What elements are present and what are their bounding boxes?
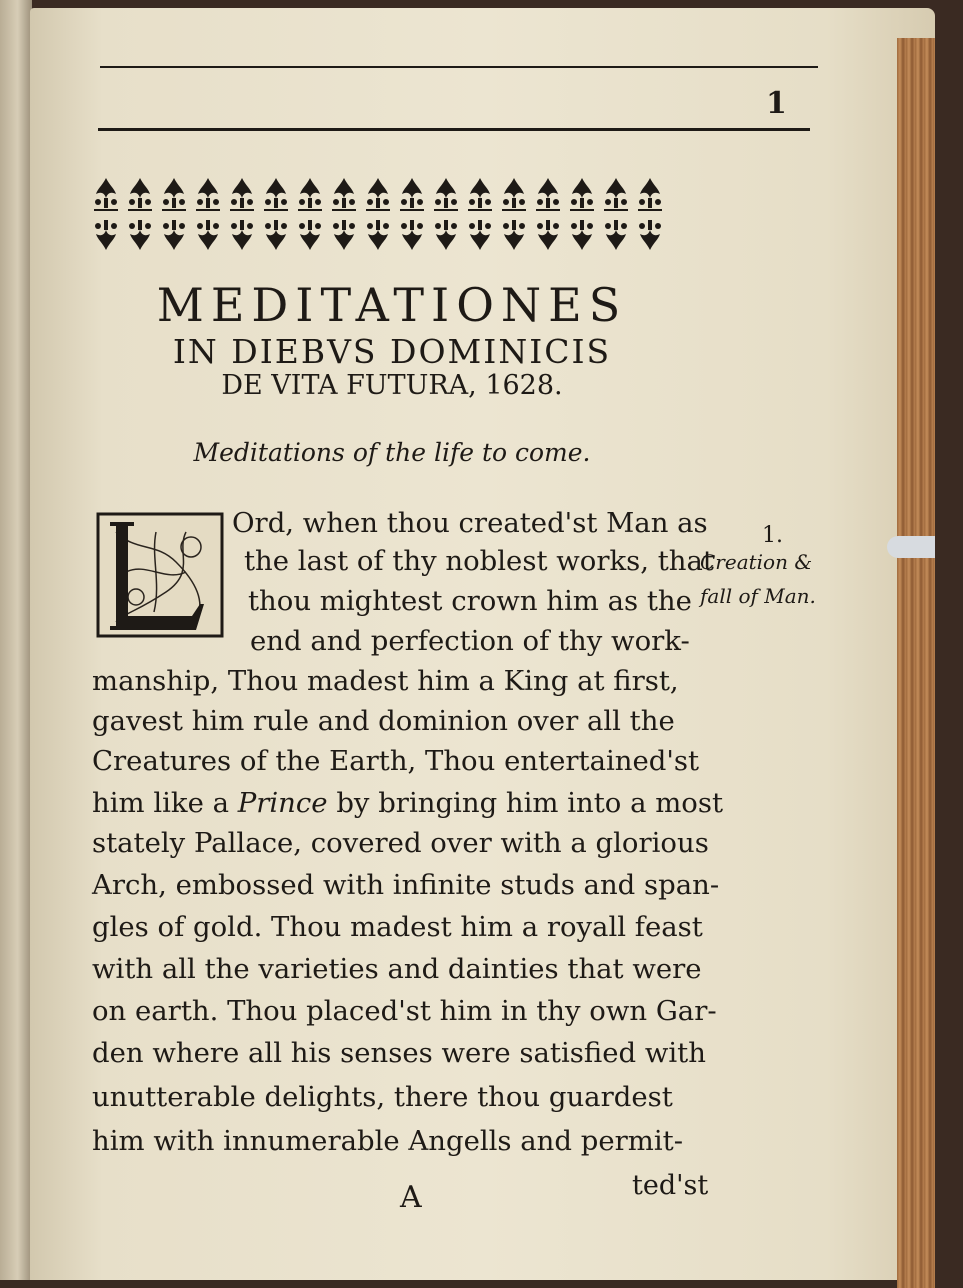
margin-number: 1. bbox=[762, 523, 783, 548]
text-line: end and perfection of thy work- bbox=[250, 625, 690, 657]
signature-mark: A bbox=[400, 1180, 422, 1215]
page-number: 1 bbox=[766, 86, 787, 121]
text-line: Ord, when thou created'st Man as bbox=[232, 507, 708, 539]
header-rule bbox=[98, 128, 810, 131]
text-line: Creatures of the Earth, Thou entertained'st bbox=[92, 745, 700, 777]
title-line-3: DE VITA FUTURA, 1628. bbox=[221, 370, 563, 401]
fleuron-ornament-band bbox=[92, 172, 684, 262]
title-line-2: IN DIEBVS DOMINICIS bbox=[172, 332, 612, 371]
title-line-1: MEDITATIONES bbox=[156, 278, 628, 332]
facing-page-edge bbox=[0, 0, 32, 1280]
text-segment: him like a bbox=[92, 787, 238, 819]
page-fore-edge bbox=[897, 38, 935, 1288]
text-line: manship, Thou madest him a King at first, bbox=[92, 665, 679, 697]
decorated-initial-L bbox=[96, 512, 224, 638]
header-rule-top bbox=[100, 66, 818, 68]
text-line: den where all his senses were satisfied with bbox=[92, 1037, 706, 1069]
catchword: ted'st bbox=[632, 1170, 709, 1201]
text-line: Arch, embossed with infinite studs and span- bbox=[92, 869, 720, 901]
margin-note-line-1: Creation & bbox=[700, 550, 813, 574]
text-line: on earth. Thou placed'st him in thy own Gar- bbox=[92, 995, 717, 1027]
subtitle: Meditations of the life to come. bbox=[193, 438, 591, 467]
text-line: with all the varieties and dainties that were bbox=[92, 953, 702, 985]
text-line: him with innumerable Angells and permit- bbox=[92, 1125, 683, 1157]
text-line: gavest him rule and dominion over all the bbox=[92, 705, 675, 737]
italic-word: Prince bbox=[237, 787, 328, 819]
text-line: unutterable delights, there thou guardest bbox=[92, 1081, 673, 1113]
margin-note-line-2: fall of Man. bbox=[700, 584, 816, 608]
text-line: thou mightest crown him as the bbox=[248, 585, 692, 617]
bookmark-tab bbox=[887, 536, 935, 558]
text-line: stately Pallace, covered over with a glorious bbox=[92, 827, 709, 859]
text-line: gles of gold. Thou madest him a royall feast bbox=[92, 911, 703, 943]
text-line: the last of thy noblest works, that bbox=[244, 545, 714, 577]
text-line bbox=[92, 787, 724, 819]
text-segment: by bringing him into a most bbox=[327, 787, 724, 819]
